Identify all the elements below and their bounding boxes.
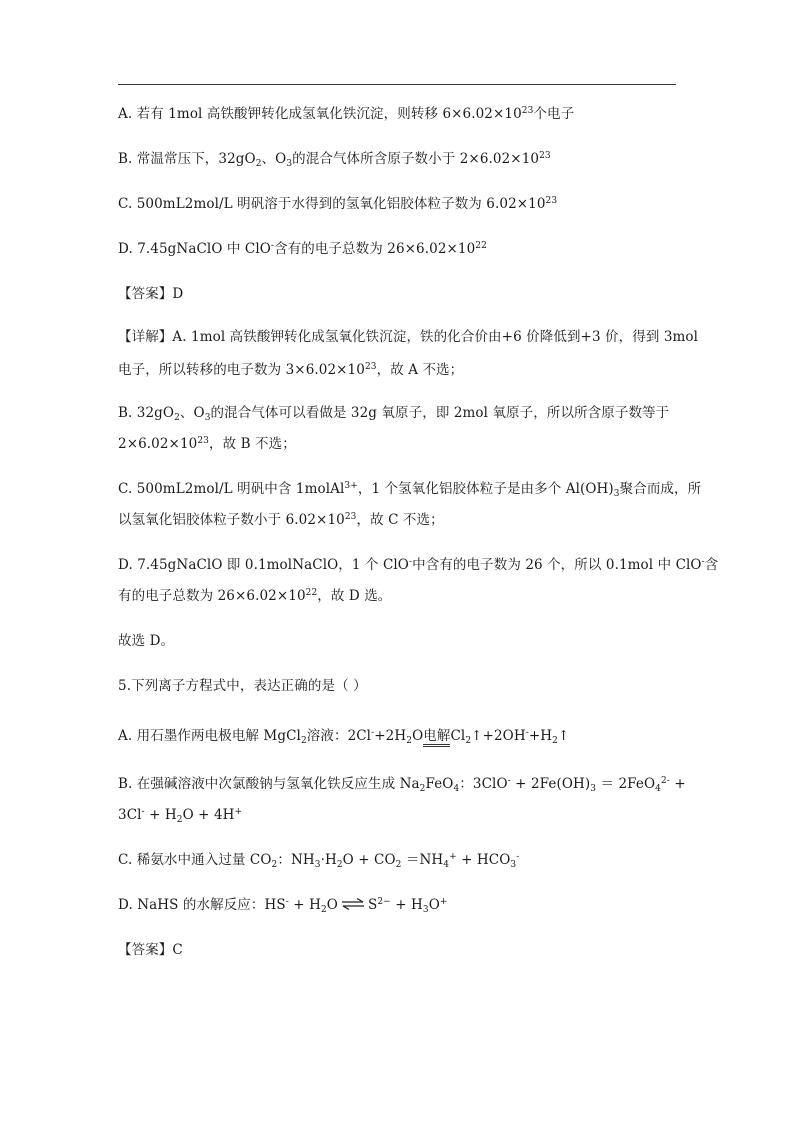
q5-option-c: C. 稀氨水中通入过量 $CO_2$：$NH_3\cdot H_2O + CO_2 =NH_4^+ + HCO_3^-$ [118, 852, 520, 870]
q5-stem: 5.下列离子方程式中，表达正确的是（ ） [118, 678, 367, 694]
q5-option-b-line-2: $3Cl^- + H_2O + 4H^+$ [118, 807, 243, 825]
q4-option-b: B. 常温常压下，$32gO_2$、$O_3$的混合气体所含原子数小于 $2\times 6.02\times 10^{23}$ [118, 151, 551, 169]
q4-explain-line-3: B. $32gO_2$、$O_3$的混合气体可以看做是 32g 氧原子，即 2mol 氧原子，所以所含原子数等于 [118, 405, 670, 423]
q4-explain-line-5: C. 500mL2mol/L 明矾中含 1molAl$^{3+}$，1 个氢氧化铝胶体粒子是由多个 $Al(OH)_3$聚合而成，所 [118, 481, 702, 499]
q4-option-c: C. 500mL2mol/L 明矾溶于水得到的氢氧化铝胶体粒子数为 $6.02\times 10^{23}$ [118, 196, 558, 212]
q5-option-a: A. 用石墨作两电极电解 MgCl$_2$溶液：$2Cl^-+2H_2O$电解$Cl_2↑+2OH^-+H_2↑$ [118, 728, 570, 746]
header-rule [118, 84, 676, 85]
equilibrium-arrow-icon [340, 897, 366, 911]
q5-answer: 【答案】C [118, 942, 183, 958]
q4-explain-line-4: $2\times 6.02\times 10^{23}$，故 B 不选； [118, 436, 296, 452]
q5-option-b-line-1: B. 在强碱溶液中次氯酸钠与氢氧化铁反应生成 $Na_2FeO_4$：$3ClO^- + 2Fe(OH)_3 = 2FeO_4^{2-}$ + [118, 776, 686, 794]
electrolysis-condition: 电解 [423, 728, 450, 747]
q4-explain-line-2: 电子，所以转移的电子数为 $3\times 6.02\times 10^{23}$，故 A 不选； [118, 362, 464, 378]
q4-explain-line-6: 以氢氧化铝胶体粒子数小于 $6.02\times 10^{23}$，故 C 不选； [118, 512, 444, 528]
q4-option-a: A. 若有 1mol 高铁酸钾转化成氢氧化铁沉淀，则转移 $6\times 6.02\times 10^{23}$个电子 [118, 106, 575, 122]
q4-explain-line-7: D. 7.45gNaClO 即 0.1molNaClO，1 个 ClO-中含有的电子数为 26 个，所以 0.1mol 中 ClO-含 [118, 557, 719, 573]
q4-answer: 【答案】D [118, 286, 184, 302]
q5-option-d: D. NaHS 的水解反应：$HS^- + H_2O$ $S^{2-} + H_3O^+$ [118, 897, 448, 915]
q4-explain-line-8: 有的电子总数为 $26\times 6.02\times 10^{22}$，故 D 选。 [118, 588, 392, 604]
q4-explain-line-1: 【详解】A. 1mol 高铁酸钾转化成氢氧化铁沉淀，铁的化合价由+6 价降低到+3 价，得到 3mol [118, 329, 699, 345]
q4-option-d: D. 7.45gNaClO 中 ClO-含有的电子总数为 $26\times 6.02\times 10^{22}$ [118, 241, 487, 257]
q4-conclusion: 故选 D。 [118, 633, 175, 649]
